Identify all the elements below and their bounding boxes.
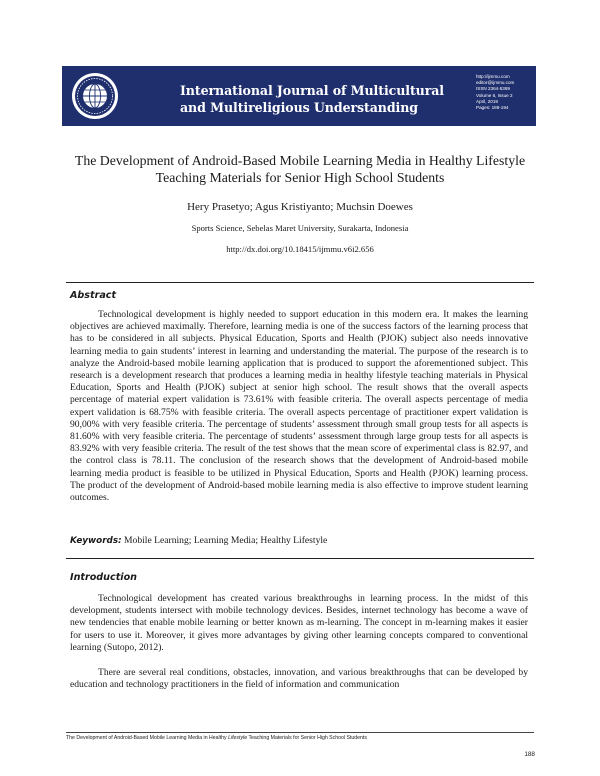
- footer-text-after: Teaching Materials for Senior High School Students: [247, 735, 367, 741]
- running-footer: [66, 735, 536, 741]
- journal-logo-icon: [70, 71, 120, 121]
- journal-title-line2: and Multireligious Understanding: [180, 100, 418, 115]
- keywords-text: Mobile Learning; Learning Media; Healthy Lifestyle: [124, 535, 328, 546]
- journal-meta: [476, 74, 534, 111]
- abstract-text: Technological development is highly needed to support education in this modern era. It makes the learning objectives are achieved maximally. Therefore, learning media is one of the success factors of the learning process that has to be considered in all subjects. Physical Education, Sports and Health (PJOK) subject also needs innovative learning media to gain students’ interest in learning and understanding the material. The purpose of the research is to analyze the Android-based mobile learning application that is produced to support the aforementioned subject. This research is a development research that produces a learning media in healthy lifestyle teaching materials in Physical Education, Sports and Health (PJOK) subject at senior high school. The result shows that the overall aspects percentage of material expert validation is 73.61% with feasible criteria. The overall aspects percentage of media expert validation is 68.75% with feasible criteria. The overall aspects percentage of practitioner expert validation is 90,00% with very feasible criteria. The percentage of students’ assessment through small group tests for all aspects is 81.60% with very feasible criteria. The percentage of students’ assessment through large group tests for all aspects is 83.92% with very feasible criteria. The result of the test shows that the mean score of experimental class is 82.97, and the control class is 78.11. The conclusion of the research shows that the development of Android-based mobile learning media product is feasible to be utilized in Physical Education, Sports and Health (PJOK) learning process. The product of the development of Android-based mobile learning media is also effective to improve student learning outcomes.: [70, 309, 528, 504]
- paper-title-line2: Teaching Materials for Senior High School Students: [155, 169, 445, 185]
- paper-doi-link[interactable]: http://dx.doi.org/10.18415/ijmmu.v6i2.656: [226, 244, 374, 254]
- journal-title-line1: International Journal of Multicultural: [180, 83, 444, 98]
- footer-rule: [66, 732, 534, 733]
- abstract-heading: Abstract: [70, 290, 117, 301]
- footer-text-italic: Lifestyle: [228, 735, 248, 741]
- journal-email[interactable]: editor@ijmmu.com: [476, 80, 515, 86]
- journal-date: April, 2019: [476, 98, 498, 104]
- abstract-top-rule: [66, 282, 534, 283]
- page-number: 188: [524, 751, 535, 758]
- keywords-line: [70, 535, 528, 546]
- journal-pages: Pages: 188-194: [476, 105, 509, 111]
- footer-text-before: The Development of Android-Based Mobile Learning Media in Healthy: [66, 735, 229, 741]
- introduction-paragraph-1: Technological development has created various breakthroughs in learning process. In the midst of this development, students intersect with mobile technology devices. Besides, internet technology has become a wave of new tendencies that enable mobile learning or better known as m-learning. The concept in m-learning makes it easier for users to use it. Moreover, it gives more advantages by giving other learning concepts compared to conventional learning (Sutopo, 2012).: [70, 593, 528, 653]
- journal-banner: [62, 66, 536, 126]
- paper-title-line1: The Development of Android-Based Mobile Learning Media in Healthy Lifestyle: [74, 153, 526, 168]
- journal-url[interactable]: http://ijmmu.com: [476, 74, 510, 79]
- keywords-label: Keywords:: [70, 536, 122, 546]
- paper-affiliation: Sports Science, Sebelas Maret University, Surakarta, Indonesia: [191, 223, 409, 233]
- abstract-bottom-rule: [66, 558, 534, 559]
- introduction-paragraph-2: There are several real conditions, obstacles, innovation, and various breakthroughs that can be developed by education and technology practitioners in the field of information and communication: [70, 667, 528, 691]
- journal-volume: Volume 6, Issue 2: [476, 92, 513, 98]
- paper-authors: Hery Prasetyo; Agus Kristiyanto; Muchsin Doewes: [187, 201, 413, 213]
- journal-issn: ISSN 2364-5369: [476, 86, 510, 92]
- journal-title: [180, 82, 460, 116]
- paper-title: [60, 153, 540, 186]
- introduction-heading: Introduction: [70, 572, 137, 583]
